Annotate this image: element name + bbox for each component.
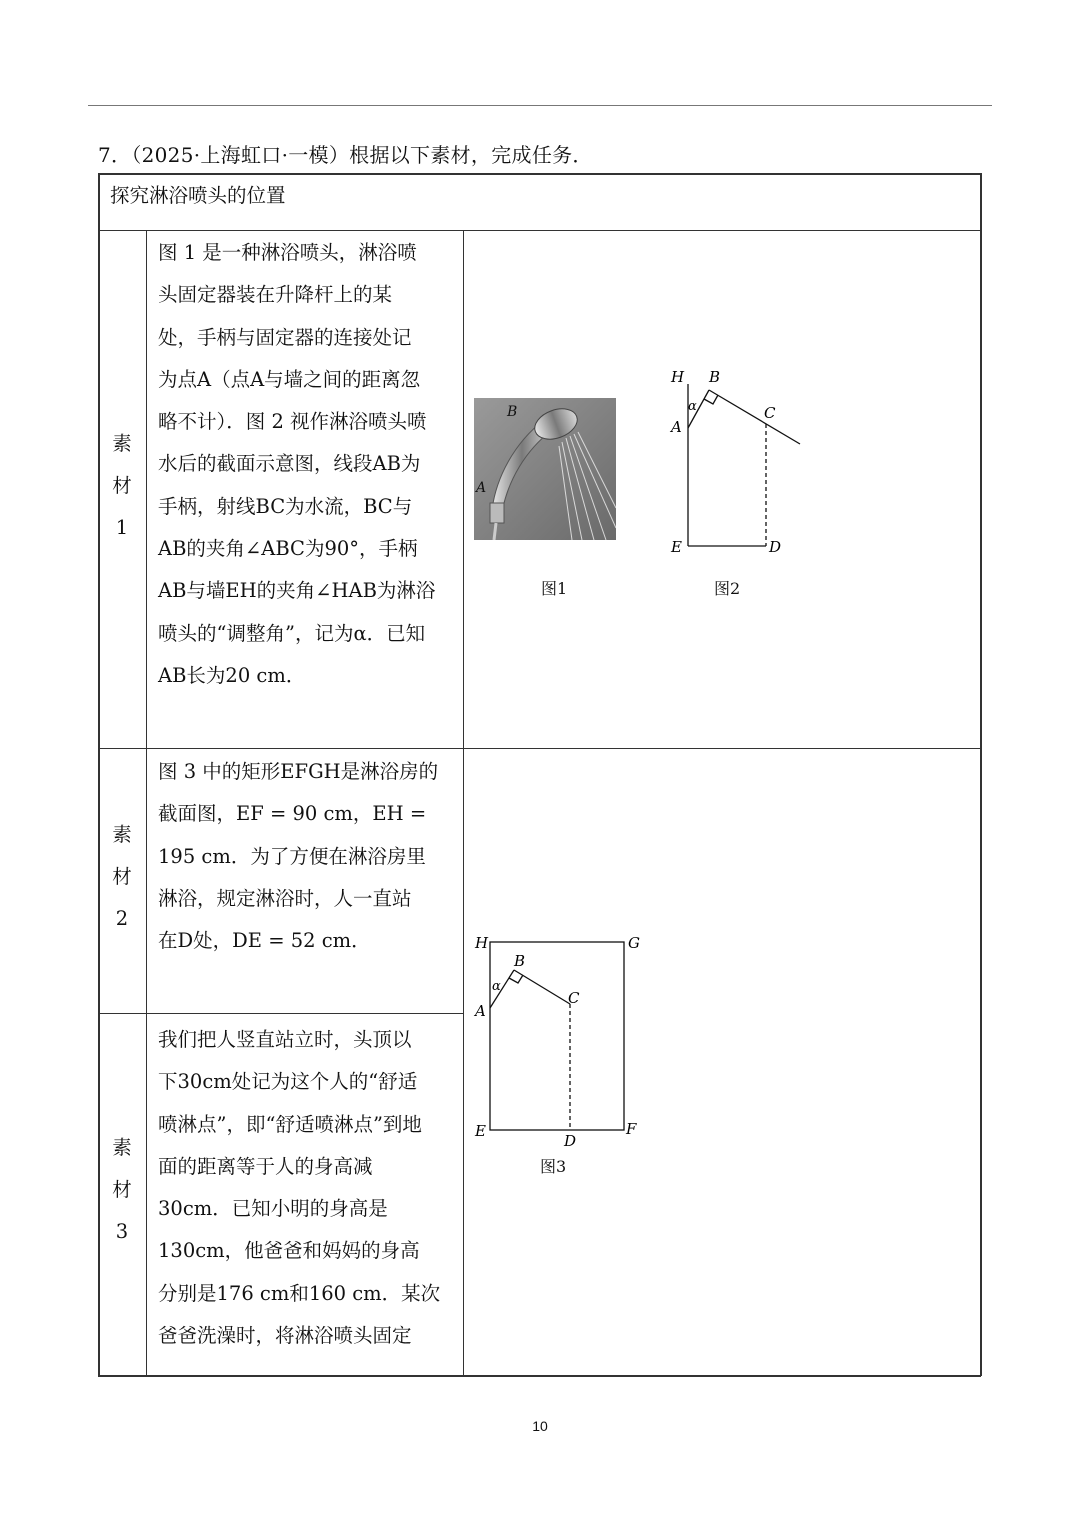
fig2-label-B: B — [709, 368, 721, 386]
question-title: 7．（2025·上海虹口·一模）根据以下素材，完成任务． — [98, 143, 593, 167]
figure-2-caption: 图2 — [714, 579, 741, 598]
table-border-bottom — [98, 1375, 981, 1377]
table-border-right — [980, 173, 982, 1376]
label-column-divider — [146, 230, 147, 1376]
fig1-label-A: A — [476, 480, 487, 496]
fig3-label-H: H — [475, 934, 489, 952]
fig2-label-alpha: α — [688, 399, 697, 414]
figure-1-photo — [474, 398, 616, 540]
text-column-divider — [463, 230, 464, 1376]
fig2-label-E: E — [671, 538, 682, 556]
material-2-text: 图 3 中的矩形EFGH是淋浴房的 截面图，EF = 90 cm，EH = 195 cm．为了方便在淋浴房里 淋浴，规定淋浴时，人一直站 在D处，DE = 52 cm． — [158, 760, 439, 953]
material-1-text: 图 1 是一种淋浴喷头，淋浴喷 头固定器装在升降杆上的某 处，手柄与固定器的连接处记 为点A（点A与墙之间的距离忽 略不计）．图 2 视作淋浴喷头喷 水后的截面示意图，线段AB为 手柄，射线BC为水流，BC与 AB的夹角∠ABC为90°，手柄 AB与墙EH的夹角∠HAB为淋浴 喷头的“调整角”，记为α．已知 AB长为20 cm． — [158, 241, 436, 687]
fig3-label-G: G — [628, 934, 640, 952]
figure-2-diagram — [664, 362, 814, 562]
fig3-label-C: C — [568, 989, 580, 1007]
page-number: 10 — [532, 1418, 548, 1434]
fig3-label-F: F — [626, 1120, 637, 1138]
row-divider-1 — [98, 748, 981, 749]
shower-holder — [490, 503, 504, 523]
materials-table — [98, 173, 981, 1376]
figure-1-caption: 图1 — [541, 579, 568, 598]
fig2-label-C: C — [764, 404, 776, 422]
fig3-rectangle-EFGH — [490, 942, 624, 1130]
header-divider — [98, 230, 981, 231]
fig1-label-B: B — [507, 404, 518, 420]
fig2-label-D: D — [769, 538, 782, 556]
fig3-label-B: B — [514, 952, 526, 970]
fig3-label-alpha: α — [492, 979, 501, 994]
fig3-label-E: E — [475, 1122, 486, 1140]
header-rule — [88, 105, 992, 106]
row-divider-2 — [98, 1013, 464, 1014]
fig3-right-angle-mark — [509, 975, 523, 983]
table-header: 探究淋浴喷头的位置 — [110, 184, 286, 207]
row-label-material-1: 素 材 1 — [112, 432, 132, 539]
material-3-text: 我们把人竖直站立时，头顶以 下30cm处记为这个人的“舒适 喷淋点”，即“舒适喷淋点”到地 面的距离等于人的身高减 30cm．已知小明的身高是 130cm，他爸爸和妈妈的身高 分别是176 cm和160 cm．某次 爸爸洗澡时，将淋浴喷头固定 — [158, 1028, 441, 1348]
fig2-label-H: H — [671, 368, 685, 386]
fig2-label-A: A — [671, 418, 682, 436]
figure-3-caption: 图3 — [540, 1157, 567, 1176]
row-label-material-3: 素 材 3 — [112, 1136, 132, 1243]
fig3-label-A: A — [475, 1002, 486, 1020]
fig2-ray-BC — [709, 390, 800, 444]
shower-rod — [494, 523, 496, 540]
fig3-label-D: D — [564, 1132, 577, 1150]
figure-3-diagram — [472, 928, 652, 1150]
row-label-material-2: 素 材 2 — [112, 823, 132, 930]
